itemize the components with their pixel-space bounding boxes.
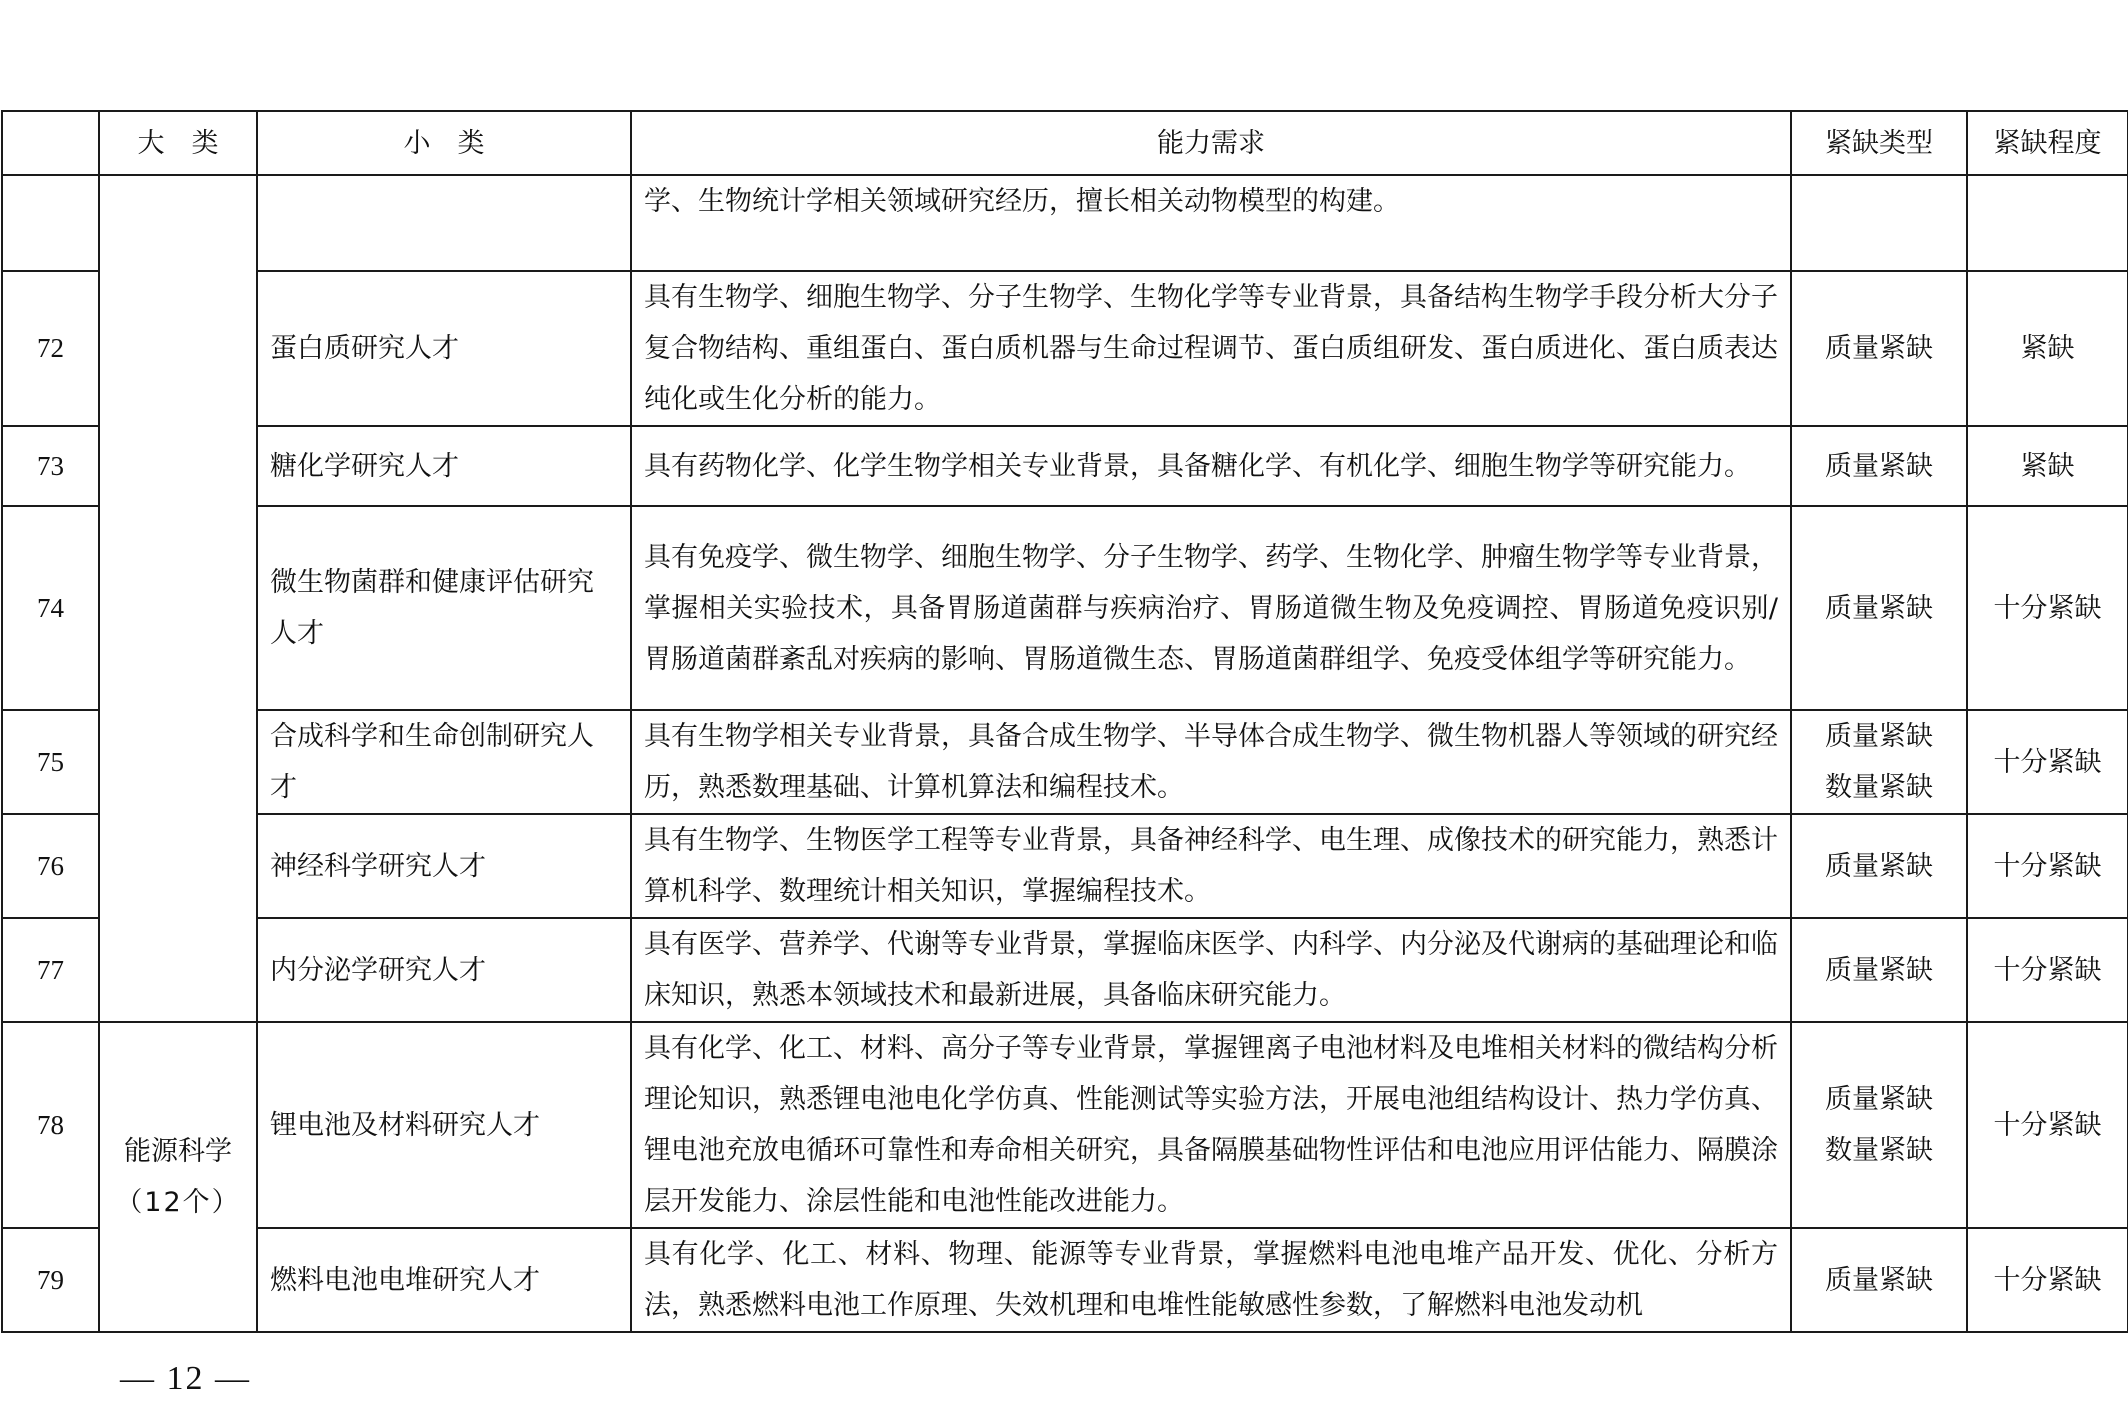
row-shortage-type: 质量紧缺: [1791, 506, 1967, 710]
header-shortage-type: 紧缺类型: [1791, 111, 1967, 175]
header-shortage-level: 紧缺程度: [1967, 111, 2128, 175]
header-requirement: 能力需求: [631, 111, 1791, 175]
category-name: 能源科学: [124, 1136, 232, 1167]
row-requirement: 具有生物学、生物医学工程等专业背景，具备神经科学、电生理、成像技术的研究能力，熟悉计算机科学、数理统计相关知识，掌握编程技术。: [631, 814, 1791, 918]
row-type-cell: [1791, 175, 1967, 271]
row-shortage-type: 质量紧缺: [1791, 426, 1967, 506]
table-row: [2, 1022, 2128, 1228]
row-subcategory: 神经科学研究人才: [257, 814, 631, 918]
row-requirement: 具有化学、化工、材料、物理、能源等专业背景，掌握燃料电池电堆产品开发、优化、分析方法，熟悉燃料电池工作原理、失效机理和电堆性能敏感性参数，了解燃料电池发动机: [631, 1228, 1791, 1332]
category-cell-life-science: [99, 175, 257, 1022]
row-subcategory: 燃料电池电堆研究人才: [257, 1228, 631, 1332]
header-subcategory: 小 类: [257, 111, 631, 175]
row-shortage-type: 质量紧缺: [1791, 1228, 1967, 1332]
table-row: [2, 1228, 2128, 1332]
row-shortage-level: 十分紧缺: [1967, 918, 2128, 1022]
row-shortage-type: 质量紧缺: [1791, 271, 1967, 426]
table-row: [2, 506, 2128, 710]
row-number: 75: [2, 710, 99, 814]
row-shortage-level: 紧缺: [1967, 426, 2128, 506]
row-shortage-type: 质量紧缺: [1791, 814, 1967, 918]
category-cell-energy-science: [99, 1022, 257, 1332]
row-requirement: 学、生物统计学相关领域研究经历，擅长相关动物模型的构建。: [631, 175, 1791, 271]
table-row: [2, 814, 2128, 918]
shortage-type-quantity: 数量紧缺: [1825, 772, 1933, 803]
row-shortage-type: [1791, 1022, 1967, 1228]
row-requirement: 具有化学、化工、材料、高分子等专业背景，掌握锂离子电池材料及电堆相关材料的微结构分析理论知识，熟悉锂电池电化学仿真、性能测试等实验方法，开展电池组结构设计、热力学仿真、锂电池充放电循环可靠性和寿命相关研究，具备隔膜基础物性评估和电池应用评估能力、隔膜涂层开发能力、涂层性能和电池性能改进能力。: [631, 1022, 1791, 1228]
row-subcategory: 蛋白质研究人才: [257, 271, 631, 426]
row-shortage-level: 十分紧缺: [1967, 814, 2128, 918]
row-shortage-level: 十分紧缺: [1967, 506, 2128, 710]
row-shortage-type: 质量紧缺: [1791, 918, 1967, 1022]
talent-table: [1, 110, 2128, 1333]
table-header-row: [2, 111, 2128, 175]
row-subcategory: 微生物菌群和健康评估研究人才: [257, 506, 631, 710]
row-requirement: 具有生物学、细胞生物学、分子生物学、生物化学等专业背景，具备结构生物学手段分析大分子复合物结构、重组蛋白、蛋白质机器与生命过程调节、蛋白质组研发、蛋白质进化、蛋白质表达纯化或生化分析的能力。: [631, 271, 1791, 426]
row-number: 76: [2, 814, 99, 918]
table-row: [2, 175, 2128, 271]
shortage-type-quality: 质量紧缺: [1825, 1084, 1933, 1115]
row-number: 74: [2, 506, 99, 710]
shortage-type-quantity: 数量紧缺: [1825, 1135, 1933, 1166]
table-row: [2, 918, 2128, 1022]
row-subcategory: 糖化学研究人才: [257, 426, 631, 506]
table-row: [2, 426, 2128, 506]
row-number: 79: [2, 1228, 99, 1332]
table-row: [2, 710, 2128, 814]
page-number: — 12 —: [120, 1360, 251, 1397]
row-level-cell: [1967, 175, 2128, 271]
row-requirement: 具有免疫学、微生物学、细胞生物学、分子生物学、药学、生物化学、肿瘤生物学等专业背景，掌握相关实验技术，具备胃肠道菌群与疾病治疗、胃肠道微生物及免疫调控、胃肠道免疫识别/胃肠道菌群紊乱对疾病的影响、胃肠道微生态、胃肠道菌群组学、免疫受体组学等研究能力。: [631, 506, 1791, 710]
row-requirement: 具有生物学相关专业背景，具备合成生物学、半导体合成生物学、微生物机器人等领域的研究经历，熟悉数理基础、计算机算法和编程技术。: [631, 710, 1791, 814]
row-number: 72: [2, 271, 99, 426]
header-category: 大 类: [99, 111, 257, 175]
row-requirement: 具有药物化学、化学生物学相关专业背景，具备糖化学、有机化学、细胞生物学等研究能力。: [631, 426, 1791, 506]
row-subcategory: 内分泌学研究人才: [257, 918, 631, 1022]
header-num: [2, 111, 99, 175]
row-shortage-level: 十分紧缺: [1967, 1022, 2128, 1228]
row-requirement: 具有医学、营养学、代谢等专业背景，掌握临床医学、内科学、内分泌及代谢病的基础理论和临床知识，熟悉本领域技术和最新进展，具备临床研究能力。: [631, 918, 1791, 1022]
shortage-type-quality: 质量紧缺: [1825, 721, 1933, 752]
row-shortage-type: [1791, 710, 1967, 814]
row-shortage-level: 紧缺: [1967, 271, 2128, 426]
row-sub-cell: [257, 175, 631, 271]
row-number: 73: [2, 426, 99, 506]
row-subcategory: 锂电池及材料研究人才: [257, 1022, 631, 1228]
row-shortage-level: 十分紧缺: [1967, 710, 2128, 814]
row-subcategory: 合成科学和生命创制研究人才: [257, 710, 631, 814]
row-num-cell: [2, 175, 99, 271]
row-shortage-level: 十分紧缺: [1967, 1228, 2128, 1332]
table-row: [2, 271, 2128, 426]
category-count: （12个）: [115, 1187, 241, 1218]
row-number: 78: [2, 1022, 99, 1228]
row-number: 77: [2, 918, 99, 1022]
